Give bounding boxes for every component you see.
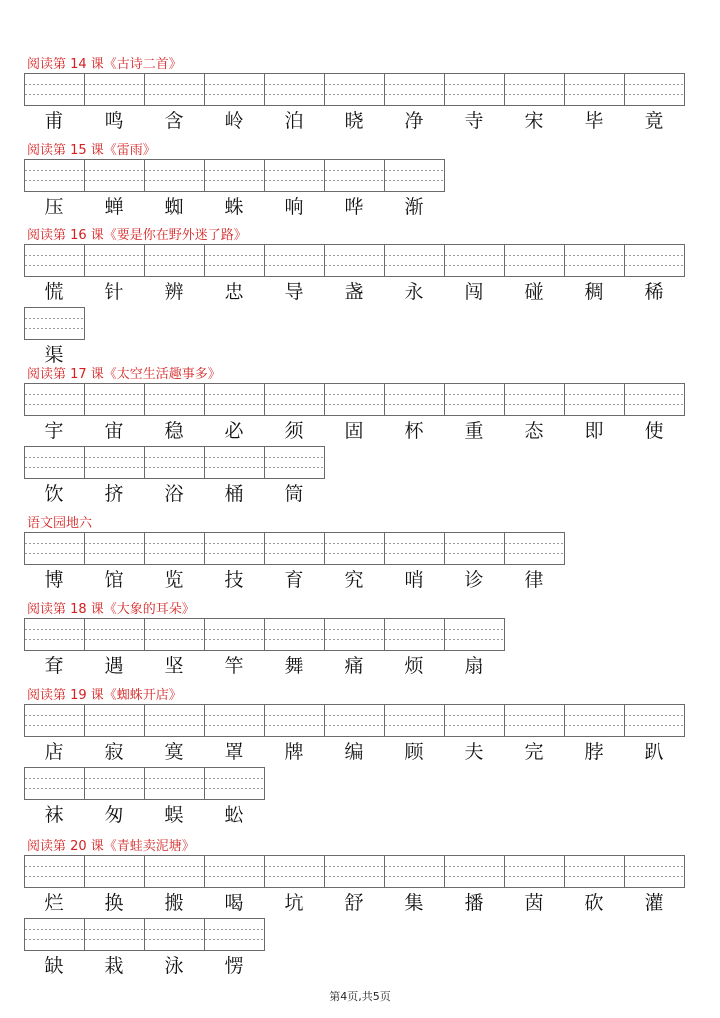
vocab-character: 蛛 xyxy=(224,196,244,218)
vocab-character: 净 xyxy=(404,110,424,132)
vocab-character: 必 xyxy=(224,420,244,442)
writing-cell[interactable] xyxy=(504,244,565,277)
vocab-character: 岭 xyxy=(224,110,244,132)
writing-cell[interactable] xyxy=(324,244,385,277)
writing-grid-row xyxy=(24,73,684,105)
vocab-character: 须 xyxy=(284,420,304,442)
writing-cell[interactable] xyxy=(564,704,625,737)
vocab-character: 即 xyxy=(584,420,604,442)
writing-cell[interactable] xyxy=(24,159,85,192)
vocab-character: 顾 xyxy=(404,741,424,763)
writing-cell[interactable] xyxy=(144,159,205,192)
writing-cell[interactable] xyxy=(564,383,625,416)
writing-cell[interactable] xyxy=(24,918,85,951)
vocab-character: 栽 xyxy=(104,955,124,977)
vocab-character: 泳 xyxy=(164,955,184,977)
vocab-character: 坑 xyxy=(284,892,304,914)
vocab-character: 盏 xyxy=(344,281,364,303)
writing-cell[interactable] xyxy=(144,73,205,106)
vocab-character: 碰 xyxy=(524,281,544,303)
writing-cell[interactable] xyxy=(324,532,385,565)
writing-cell[interactable] xyxy=(564,855,625,888)
vocab-character: 换 xyxy=(104,892,124,914)
vocab-character: 慌 xyxy=(44,281,64,303)
writing-cell[interactable] xyxy=(84,532,145,565)
vocab-character: 遇 xyxy=(104,655,124,677)
writing-cell[interactable] xyxy=(384,618,445,651)
section-title: 阅读第 16 课《要是你在野外迷了路》 xyxy=(27,228,247,243)
writing-cell[interactable] xyxy=(204,159,265,192)
writing-cell[interactable] xyxy=(264,855,325,888)
writing-cell[interactable] xyxy=(204,244,265,277)
vocab-character: 技 xyxy=(224,569,244,591)
vocab-character: 集 xyxy=(404,892,424,914)
writing-cell[interactable] xyxy=(204,446,265,479)
section-title: 阅读第 17 课《太空生活趣事多》 xyxy=(27,367,221,382)
vocab-character: 渠 xyxy=(44,344,64,366)
writing-cell[interactable] xyxy=(564,244,625,277)
writing-cell[interactable] xyxy=(624,383,685,416)
writing-cell[interactable] xyxy=(624,704,685,737)
writing-cell[interactable] xyxy=(204,767,265,800)
vocab-character: 饮 xyxy=(44,483,64,505)
vocab-character: 甫 xyxy=(44,110,64,132)
writing-cell[interactable] xyxy=(204,918,265,951)
vocab-character: 哨 xyxy=(404,569,424,591)
vocab-character: 压 xyxy=(44,196,64,218)
writing-cell[interactable] xyxy=(264,532,325,565)
vocab-character: 痛 xyxy=(344,655,364,677)
vocab-character: 宋 xyxy=(524,110,544,132)
writing-cell[interactable] xyxy=(324,159,385,192)
vocab-character: 蜘 xyxy=(164,196,184,218)
vocab-character: 浴 xyxy=(164,483,184,505)
writing-cell[interactable] xyxy=(264,704,325,737)
writing-cell[interactable] xyxy=(144,244,205,277)
vocab-character: 态 xyxy=(524,420,544,442)
vocab-character: 辨 xyxy=(164,281,184,303)
writing-cell[interactable] xyxy=(84,767,145,800)
writing-grid-row xyxy=(24,704,684,736)
vocab-character: 舞 xyxy=(284,655,304,677)
writing-cell[interactable] xyxy=(84,446,145,479)
vocab-character: 店 xyxy=(44,741,64,763)
writing-grid-row xyxy=(24,446,324,478)
character-row xyxy=(24,418,684,444)
vocab-character: 搬 xyxy=(164,892,184,914)
writing-cell[interactable] xyxy=(84,159,145,192)
vocab-character: 喝 xyxy=(224,892,244,914)
section-title: 阅读第 14 课《古诗二首》 xyxy=(27,57,182,72)
vocab-character: 编 xyxy=(344,741,364,763)
page-footer: 第4页,共5页 xyxy=(329,990,391,1003)
vocab-character: 寞 xyxy=(164,741,184,763)
writing-cell[interactable] xyxy=(624,73,685,106)
section-title: 阅读第 18 课《大象的耳朵》 xyxy=(27,602,195,617)
vocab-character: 烦 xyxy=(404,655,424,677)
writing-cell[interactable] xyxy=(24,704,85,737)
vocab-character: 筒 xyxy=(284,483,304,505)
writing-cell[interactable] xyxy=(24,446,85,479)
vocab-character: 宇 xyxy=(44,420,64,442)
writing-cell[interactable] xyxy=(444,704,505,737)
writing-cell[interactable] xyxy=(384,704,445,737)
writing-cell[interactable] xyxy=(264,618,325,651)
writing-grid-row xyxy=(24,855,684,887)
writing-cell[interactable] xyxy=(84,855,145,888)
vocab-character: 渐 xyxy=(404,196,424,218)
character-row xyxy=(24,890,684,916)
writing-cell[interactable] xyxy=(504,855,565,888)
writing-cell[interactable] xyxy=(144,918,205,951)
character-row xyxy=(24,802,264,828)
vocab-character: 重 xyxy=(464,420,484,442)
writing-cell[interactable] xyxy=(504,73,565,106)
writing-cell[interactable] xyxy=(24,73,85,106)
character-row xyxy=(24,953,264,979)
writing-cell[interactable] xyxy=(384,159,445,192)
writing-grid-row xyxy=(24,159,444,191)
writing-cell[interactable] xyxy=(384,244,445,277)
vocab-character: 针 xyxy=(104,281,124,303)
writing-cell[interactable] xyxy=(84,73,145,106)
vocab-character: 寂 xyxy=(104,741,124,763)
vocab-character: 扇 xyxy=(464,655,484,677)
writing-cell[interactable] xyxy=(324,618,385,651)
writing-cell[interactable] xyxy=(504,532,565,565)
character-row xyxy=(24,194,444,220)
vocab-character: 稳 xyxy=(164,420,184,442)
vocab-character: 砍 xyxy=(584,892,604,914)
vocab-character: 竟 xyxy=(644,110,664,132)
vocab-character: 诊 xyxy=(464,569,484,591)
writing-cell[interactable] xyxy=(264,383,325,416)
writing-cell[interactable] xyxy=(444,73,505,106)
writing-cell[interactable] xyxy=(444,244,505,277)
writing-cell[interactable] xyxy=(144,704,205,737)
vocab-character: 匆 xyxy=(104,804,124,826)
writing-cell[interactable] xyxy=(264,159,325,192)
vocab-character: 脖 xyxy=(584,741,604,763)
writing-grid-row xyxy=(24,383,684,415)
vocab-character: 竿 xyxy=(224,655,244,677)
vocab-character: 蝉 xyxy=(104,196,124,218)
writing-cell[interactable] xyxy=(264,446,325,479)
vocab-character: 忠 xyxy=(224,281,244,303)
vocab-character: 鸣 xyxy=(104,110,124,132)
writing-cell[interactable] xyxy=(504,704,565,737)
vocab-character: 坚 xyxy=(164,655,184,677)
vocab-character: 永 xyxy=(404,281,424,303)
writing-cell[interactable] xyxy=(324,704,385,737)
vocab-character: 杯 xyxy=(404,420,424,442)
vocab-character: 蚣 xyxy=(224,804,244,826)
character-row xyxy=(24,279,684,305)
writing-cell[interactable] xyxy=(144,855,205,888)
writing-cell[interactable] xyxy=(144,767,205,800)
vocab-character: 趴 xyxy=(644,741,664,763)
vocab-character: 哗 xyxy=(344,196,364,218)
vocab-character: 律 xyxy=(524,569,544,591)
vocab-character: 罩 xyxy=(224,741,244,763)
writing-cell[interactable] xyxy=(24,618,85,651)
vocab-character: 播 xyxy=(464,892,484,914)
writing-cell[interactable] xyxy=(384,532,445,565)
writing-grid-row xyxy=(24,532,564,564)
vocab-character: 灌 xyxy=(644,892,664,914)
writing-cell[interactable] xyxy=(144,618,205,651)
writing-cell[interactable] xyxy=(624,244,685,277)
writing-cell[interactable] xyxy=(324,855,385,888)
writing-cell[interactable] xyxy=(24,383,85,416)
vocab-character: 泊 xyxy=(284,110,304,132)
vocab-character: 桶 xyxy=(224,483,244,505)
vocab-character: 馆 xyxy=(104,569,124,591)
character-row xyxy=(24,342,84,368)
writing-cell[interactable] xyxy=(204,618,265,651)
vocab-character: 导 xyxy=(284,281,304,303)
writing-cell[interactable] xyxy=(564,73,625,106)
writing-cell[interactable] xyxy=(24,767,85,800)
vocab-character: 袜 xyxy=(44,804,64,826)
vocab-character: 宙 xyxy=(104,420,124,442)
vocab-character: 蜈 xyxy=(164,804,184,826)
character-row xyxy=(24,739,684,765)
character-row xyxy=(24,567,564,593)
vocab-character: 响 xyxy=(284,196,304,218)
writing-cell[interactable] xyxy=(444,855,505,888)
character-row xyxy=(24,481,324,507)
section-title: 阅读第 19 课《蜘蛛开店》 xyxy=(27,688,182,703)
writing-grid-row xyxy=(24,307,84,339)
writing-cell[interactable] xyxy=(204,704,265,737)
writing-cell[interactable] xyxy=(144,532,205,565)
vocab-character: 茵 xyxy=(524,892,544,914)
section-title: 阅读第 15 课《雷雨》 xyxy=(27,143,156,158)
writing-cell[interactable] xyxy=(84,918,145,951)
character-row xyxy=(24,653,504,679)
writing-grid-row xyxy=(24,244,684,276)
writing-cell[interactable] xyxy=(384,383,445,416)
writing-cell[interactable] xyxy=(84,383,145,416)
writing-cell[interactable] xyxy=(24,307,85,340)
writing-cell[interactable] xyxy=(204,855,265,888)
vocab-character: 究 xyxy=(344,569,364,591)
writing-cell[interactable] xyxy=(84,704,145,737)
writing-grid-row xyxy=(24,918,264,950)
vocab-character: 博 xyxy=(44,569,64,591)
character-row xyxy=(24,108,684,134)
writing-cell[interactable] xyxy=(204,383,265,416)
writing-cell[interactable] xyxy=(144,383,205,416)
vocab-character: 愣 xyxy=(224,955,244,977)
vocab-character: 含 xyxy=(164,110,184,132)
writing-cell[interactable] xyxy=(24,244,85,277)
vocab-character: 育 xyxy=(284,569,304,591)
vocab-character: 使 xyxy=(644,420,664,442)
vocab-character: 稠 xyxy=(584,281,604,303)
vocab-character: 舒 xyxy=(344,892,364,914)
vocab-character: 牌 xyxy=(284,741,304,763)
vocab-character: 挤 xyxy=(104,483,124,505)
writing-cell[interactable] xyxy=(84,618,145,651)
writing-grid-row xyxy=(24,618,504,650)
writing-cell[interactable] xyxy=(384,73,445,106)
section-title: 语文园地六 xyxy=(27,516,93,531)
writing-cell[interactable] xyxy=(84,244,145,277)
writing-cell[interactable] xyxy=(204,532,265,565)
writing-cell[interactable] xyxy=(444,383,505,416)
writing-cell[interactable] xyxy=(204,73,265,106)
vocab-character: 固 xyxy=(344,420,364,442)
writing-cell[interactable] xyxy=(144,446,205,479)
vocab-character: 完 xyxy=(524,741,544,763)
writing-cell[interactable] xyxy=(264,244,325,277)
writing-cell[interactable] xyxy=(624,855,685,888)
vocab-character: 寺 xyxy=(464,110,484,132)
vocab-character: 毕 xyxy=(584,110,604,132)
writing-cell[interactable] xyxy=(504,383,565,416)
writing-cell[interactable] xyxy=(24,855,85,888)
writing-cell[interactable] xyxy=(384,855,445,888)
writing-cell[interactable] xyxy=(264,73,325,106)
writing-cell[interactable] xyxy=(444,532,505,565)
vocab-character: 稀 xyxy=(644,281,664,303)
vocab-character: 晓 xyxy=(344,110,364,132)
vocab-character: 烂 xyxy=(44,892,64,914)
section-title: 阅读第 20 课《青蛙卖泥塘》 xyxy=(27,839,195,854)
vocab-character: 耷 xyxy=(44,655,64,677)
vocab-character: 缺 xyxy=(44,955,64,977)
vocab-character: 夫 xyxy=(464,741,484,763)
writing-cell[interactable] xyxy=(24,532,85,565)
vocab-character: 闯 xyxy=(464,281,484,303)
writing-cell[interactable] xyxy=(324,73,385,106)
writing-cell[interactable] xyxy=(324,383,385,416)
writing-grid-row xyxy=(24,767,264,799)
vocab-character: 览 xyxy=(164,569,184,591)
writing-cell[interactable] xyxy=(444,618,505,651)
